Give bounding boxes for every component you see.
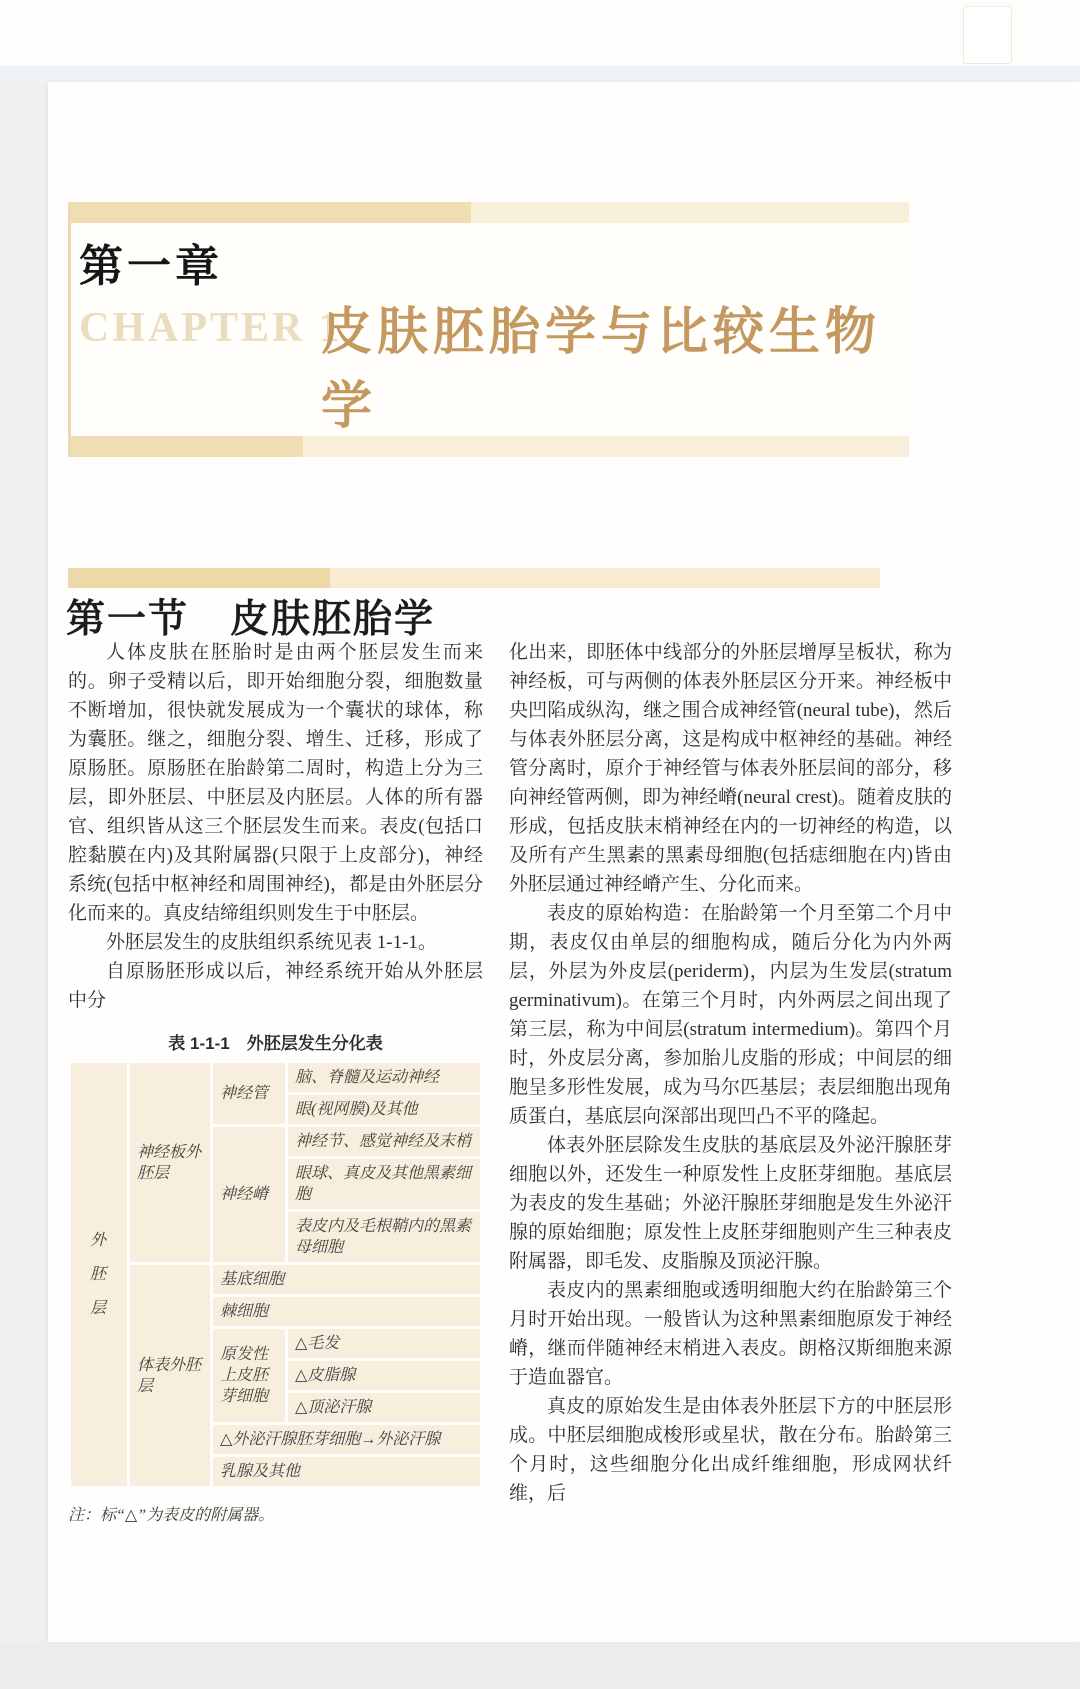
section-heading-band	[68, 568, 880, 588]
chapter-number-cn: 第一章	[79, 242, 223, 291]
paragraph: 体表外胚层除发生皮肤的基底层及外泌汗腺胚芽细胞以外，还发生一种原发性上皮胚芽细胞。基底层为表皮的发生基础；外泌汗腺胚芽细胞是发生外泌汗腺的原始细胞；原发性上皮胚芽细胞则产生三种表皮附属器，即毛发、皮脂腺及顶泌汗腺。	[509, 1135, 952, 1272]
table-cell-leaf: △皮脂腺	[288, 1361, 480, 1390]
table-cell-sub: 神经管	[213, 1063, 285, 1124]
band-segment-light	[303, 436, 909, 457]
chapter-header-box	[68, 202, 909, 457]
right-column	[509, 638, 952, 1508]
band-segment-dark	[71, 202, 471, 223]
table-cell-leaf: △顶泌汗腺	[288, 1393, 480, 1422]
table-cell-leaf: 棘细胞	[213, 1297, 480, 1326]
band-segment-light	[471, 202, 909, 223]
page-corner-tab	[963, 6, 1012, 64]
table-cell-leaf: 眼球、真皮及其他黑素细胞	[288, 1159, 480, 1209]
table-cell-branch: 体表外胚层	[130, 1265, 210, 1486]
page-bottom-edge	[0, 1642, 1080, 1689]
table-cell-leaf: 乳腺及其他	[213, 1457, 480, 1486]
band-segment-light	[330, 568, 880, 588]
paragraph: 外胚层发生的皮肤组织系统见表 1-1-1。	[106, 932, 437, 953]
paragraph: 真皮的原始发生是由体表外胚层下方的中胚层形成。中胚层细胞成梭形或星状，散在分布。胎龄第三个月时，这些细胞分化出成纤维细胞，形成网状纤维，后	[509, 1396, 952, 1504]
scan-divider-band	[0, 66, 1080, 82]
band-segment-dark	[71, 436, 303, 457]
table-cell-trunk: 外胚层	[71, 1063, 127, 1486]
chapter-number-en: CHAPTER 1	[79, 305, 343, 351]
table-cell-branch: 神经板外胚层	[130, 1063, 210, 1262]
table-cell-leaf: △毛发	[288, 1329, 480, 1358]
ectoderm-differentiation-table	[68, 1060, 483, 1489]
band-segment-dark	[68, 568, 330, 588]
page-body	[48, 82, 1080, 1642]
table-row	[71, 1063, 480, 1092]
table-cell-sub: 原发性上皮胚芽细胞	[213, 1329, 285, 1422]
table-cell-leaf: 眼(视网膜)及其他	[288, 1095, 480, 1124]
section-title: 第一节 皮肤胚胎学	[66, 598, 436, 641]
table-cell-leaf: 脑、脊髓及运动神经	[288, 1063, 480, 1092]
page-left-gutter	[0, 82, 48, 1642]
table-cell-leaf: △外泌汗腺胚芽细胞→外泌汗腺	[213, 1425, 480, 1454]
chapter-bottom-band	[71, 436, 909, 457]
table-cell-leaf: 基底细胞	[213, 1265, 480, 1294]
paragraph: 表皮内的黑素细胞或透明细胞大约在胎龄第三个月时开始出现。一般皆认为这种黑素细胞原发于神经嵴，继而伴随神经末梢进入表皮。朗格汉斯细胞来源于造血器官。	[509, 1280, 952, 1388]
body-columns	[68, 638, 1060, 1530]
paragraph: 人体皮肤在胚胎时是由两个胚层发生而来的。卵子受精以后，即开始细胞分裂，细胞数量不断增加，很快就发展成为一个囊状的球体，称为囊胚。继之，细胞分裂、增生、迁移，形成了原肠胚。原肠胚在胎龄第二周时，构造上分为三层，即外胚层、中胚层及内胚层。人体的所有器官、组织皆从这三个胚层发生而来。表皮(包括口腔黏膜在内)及其附属器(只限于上皮部分)，神经系统(包括中枢神经和周围神经)，都是由外胚层分化而来的。真皮结缔组织则发生于中胚层。	[68, 642, 483, 924]
table-cell-sub: 神经嵴	[213, 1127, 285, 1262]
table-cell-leaf: 神经节、感觉神经及末梢	[288, 1127, 480, 1156]
paragraph: 表皮的原始构造：在胎龄第一个月至第二个月中期，表皮仅由单层的细胞构成，随后分化为内外两层，外层为外皮层(periderm)，内层为生发层(stratum germinativum)。在第三个月时，内外两层之间出现了第三层，称为中间层(stratum intermedium)。第四个月时，外皮层分离，参加胎儿皮脂的形成；中间层的细胞呈多形性发展，成为马尔匹基层；表层细胞出现角质蛋白，基底层向深部出现凹凸不平的隆起。	[509, 903, 952, 1127]
chapter-top-band	[71, 202, 909, 223]
table-caption: 表 1-1-1 外胚层发生分化表	[168, 1034, 383, 1053]
chapter-title: 皮肤胚胎学与比较生物学	[321, 303, 882, 434]
table-row	[71, 1265, 480, 1294]
table-cell-leaf: 表皮内及毛根鞘内的黑素母细胞	[288, 1212, 480, 1262]
paragraph: 化出来，即胚体中线部分的外胚层增厚呈板状，称为神经板，可与两侧的体表外胚层区分开来。神经板中央凹陷成纵沟，继之围合成神经管(neural tube)，然后与体表外胚层分离，这是构成中枢神经的基础。神经管分离时，原介于神经管与体表外胚层间的部分，移向神经管两侧，即为神经嵴(neural crest)。随着皮肤的形成，包括皮肤末梢神经在内的一切神经的构造，以及所有产生黑素的黑素母细胞(包括痣细胞在内)皆由外胚层通过神经嵴产生、分化而来。	[509, 642, 952, 895]
table-footnote: 注：标“△”为表皮的附属器。	[68, 1507, 275, 1524]
paragraph: 自原肠胚形成以后，神经系统开始从外胚层中分	[68, 961, 483, 1011]
left-column	[68, 638, 483, 1530]
